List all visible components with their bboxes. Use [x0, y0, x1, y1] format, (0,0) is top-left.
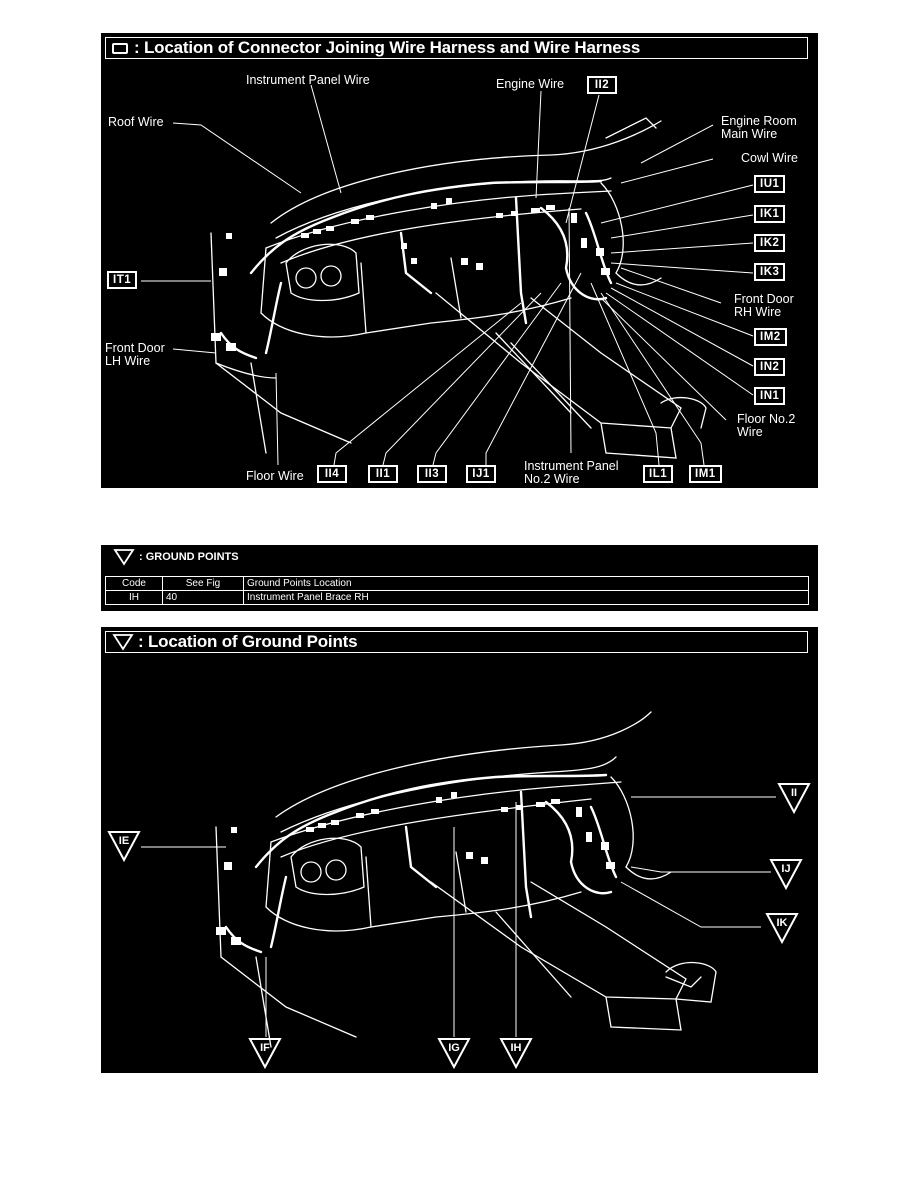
- label-floor-wire: Floor Wire: [246, 469, 304, 483]
- connector-code-ik2: IK2: [754, 234, 785, 252]
- header-see-fig: See Fig: [163, 577, 244, 591]
- cell-code: IH: [106, 591, 163, 605]
- dashboard-harness-drawing: [101, 33, 818, 488]
- connector-code-im2: IM2: [754, 328, 787, 346]
- connector-code-in2: IN2: [754, 358, 785, 376]
- connector-code-ii3: II3: [417, 465, 447, 483]
- ground-marker-ij: IJ: [769, 858, 803, 890]
- ground-points-table-title: : GROUND POINTS: [113, 548, 239, 566]
- connector-code-im1: IM1: [689, 465, 722, 483]
- table-header-row: [106, 577, 809, 591]
- label-floor-no2-wire: Floor No.2 Wire: [737, 412, 796, 439]
- connector-code-ij1: IJ1: [466, 465, 496, 483]
- label-instrument-panel-no2-wire: Instrument Panel No.2 Wire: [524, 459, 619, 486]
- label-engine-room-main-wire: Engine Room Main Wire: [721, 114, 797, 141]
- cell-see-fig: 40: [163, 591, 244, 605]
- label-instrument-panel-wire: Instrument Panel Wire: [246, 73, 370, 87]
- cell-location: Instrument Panel Brace RH: [244, 591, 809, 605]
- connector-panel-title-text: : Location of Connector Joining Wire Harness and Wire Harness: [134, 38, 641, 57]
- connector-code-ii2: II2: [587, 76, 617, 94]
- connector-code-ik3: IK3: [754, 263, 785, 281]
- ground-marker-ig: IG: [437, 1037, 471, 1069]
- header-code: Code: [106, 577, 163, 591]
- connector-code-ik1: IK1: [754, 205, 785, 223]
- label-front-door-rh-wire: Front Door RH Wire: [734, 292, 794, 319]
- connector-code-ii4: II4: [317, 465, 347, 483]
- ground-symbol-icon: [113, 548, 135, 566]
- ground-marker-if: IF: [248, 1037, 282, 1069]
- ground-marker-ii: II: [777, 782, 811, 814]
- ground-location-title: : Location of Ground Points: [105, 631, 808, 653]
- label-engine-wire: Engine Wire: [496, 77, 565, 91]
- ground-points-table: [105, 576, 809, 605]
- connector-code-it1: IT1: [107, 271, 137, 289]
- ground-location-panel: [101, 627, 818, 1073]
- ground-marker-ie: IE: [107, 830, 141, 862]
- header-ground-points-location: Ground Points Location: [244, 577, 809, 591]
- label-cowl-wire: Cowl Wire: [741, 151, 798, 165]
- ground-marker-ih: IH: [499, 1037, 533, 1069]
- connector-code-in1: IN1: [754, 387, 785, 405]
- table-row: [106, 591, 809, 605]
- ground-marker-ik: IK: [765, 912, 799, 944]
- label-roof-wire: Roof Wire: [108, 115, 164, 129]
- connector-code-ii1: II1: [368, 465, 398, 483]
- connector-code-iu1: IU1: [754, 175, 785, 193]
- label-front-door-lh-wire: Front Door LH Wire: [105, 341, 165, 368]
- ground-points-table-panel: [101, 545, 818, 611]
- dashboard-ground-drawing: [101, 627, 818, 1073]
- connector-location-panel: [101, 33, 818, 488]
- connector-code-il1: IL1: [643, 465, 673, 483]
